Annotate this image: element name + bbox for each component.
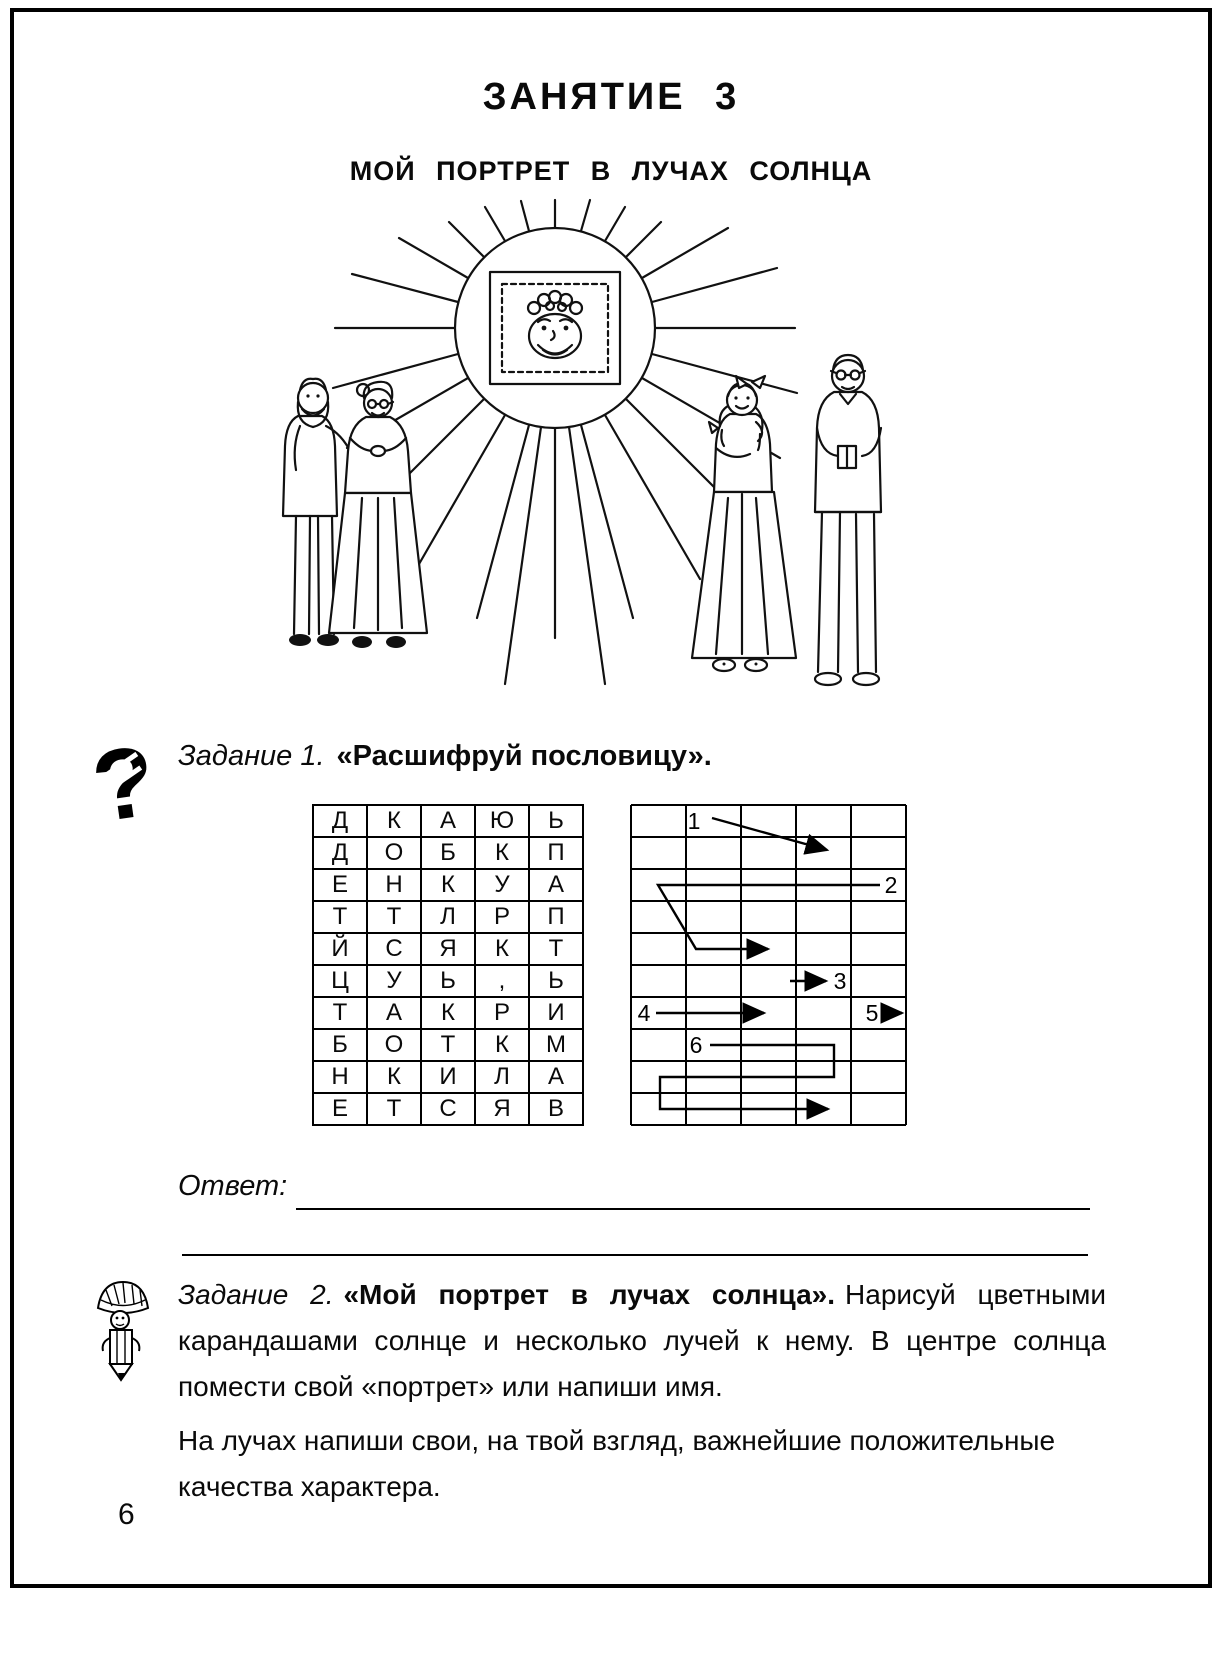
letter-cell: , xyxy=(475,965,529,997)
path-number-3: 3 xyxy=(833,968,847,994)
task1-label: Задание 1. xyxy=(178,740,325,772)
letter-cell: О xyxy=(367,837,421,869)
letter-grid-body xyxy=(313,805,583,1125)
letter-cell: П xyxy=(529,901,583,933)
illustration-svg xyxy=(250,198,950,720)
letter-cell: Т xyxy=(367,1093,421,1125)
letter-cell: Ь xyxy=(529,805,583,837)
letter-cell: Ь xyxy=(529,965,583,997)
letter-cell: С xyxy=(421,1093,475,1125)
letter-cell: Ю xyxy=(475,805,529,837)
letter-cell: Р xyxy=(475,901,529,933)
letter-cell: Я xyxy=(475,1093,529,1125)
letter-cell: И xyxy=(421,1061,475,1093)
grandmother-figure xyxy=(329,382,427,648)
letter-cell: Ь xyxy=(421,965,475,997)
letter-cell: К xyxy=(421,869,475,901)
path-grid xyxy=(630,804,907,1126)
letter-cell: К xyxy=(421,997,475,1029)
path-number-5: 5 xyxy=(865,1000,879,1026)
letter-cell: А xyxy=(367,997,421,1029)
man-figure xyxy=(815,355,881,685)
sun-portrait-illustration xyxy=(250,198,950,720)
letter-cell: Д xyxy=(313,805,367,837)
letter-cell: Е xyxy=(313,869,367,901)
letter-cell: И xyxy=(529,997,583,1029)
letter-grid-row xyxy=(313,997,583,1029)
girl-figure xyxy=(692,376,796,671)
task2-label: Задание 2. xyxy=(178,1279,334,1310)
task2-text: Нарисуй цветными карандашами солнце и несколько лучей к нему. В центре солнца помести свой «портрет» или напиши имя. xyxy=(178,1279,1106,1402)
letter-cell: Т xyxy=(313,901,367,933)
answer-blank-line-1[interactable] xyxy=(296,1208,1090,1210)
pencil-character-icon xyxy=(92,1276,154,1384)
letter-grid-row xyxy=(313,965,583,997)
task2-title: «Мой портрет в лучах солнца». xyxy=(343,1279,836,1310)
letter-grid-row xyxy=(313,1093,583,1125)
path-number-6: 6 xyxy=(689,1032,703,1058)
letter-grid-row xyxy=(313,933,583,965)
letter-cell: Й xyxy=(313,933,367,965)
letter-cell: Ц xyxy=(313,965,367,997)
letter-cell: У xyxy=(475,869,529,901)
page-subtitle: МОЙ ПОРТРЕТ В ЛУЧАХ СОЛНЦА xyxy=(349,156,873,186)
question-mark-icon xyxy=(88,740,162,844)
letter-cell: Е xyxy=(313,1093,367,1125)
letter-cell: Д xyxy=(313,837,367,869)
letter-cell: А xyxy=(529,869,583,901)
letter-cell: М xyxy=(529,1029,583,1061)
letter-cell: Н xyxy=(313,1061,367,1093)
letter-cell: Т xyxy=(313,997,367,1029)
path-number-1: 1 xyxy=(687,808,701,834)
letter-grid-row xyxy=(313,805,583,837)
letter-cell: Л xyxy=(475,1061,529,1093)
page-number: 6 xyxy=(118,1498,135,1531)
letter-cell: К xyxy=(475,837,529,869)
path-number-2: 2 xyxy=(884,872,898,898)
letter-cell: Т xyxy=(421,1029,475,1061)
letter-cell: К xyxy=(475,1029,529,1061)
letter-cell: Т xyxy=(529,933,583,965)
letter-grid xyxy=(312,804,584,1126)
task2-paragraph xyxy=(178,1272,1106,1410)
letter-cell: П xyxy=(529,837,583,869)
page-title: ЗАНЯТИЕ 3 xyxy=(482,76,740,118)
task1-heading xyxy=(178,740,712,773)
letter-grid-row xyxy=(313,869,583,901)
portrait-frame xyxy=(490,272,620,384)
task1-title: «Расшифруй пословицу». xyxy=(336,740,712,772)
letter-grid-row xyxy=(313,901,583,933)
letter-cell: Я xyxy=(421,933,475,965)
letter-cell: А xyxy=(421,805,475,837)
path-route-arrows xyxy=(656,818,902,1109)
letter-cell: Л xyxy=(421,901,475,933)
letter-cell: О xyxy=(367,1029,421,1061)
svg-text:?: ? xyxy=(88,740,162,844)
letter-cell: Б xyxy=(313,1029,367,1061)
letter-cell: С xyxy=(367,933,421,965)
letter-cell: Н xyxy=(367,869,421,901)
letter-cell: В xyxy=(529,1093,583,1125)
letter-grid-row xyxy=(313,1029,583,1061)
letter-cell: Б xyxy=(421,837,475,869)
letter-cell: К xyxy=(475,933,529,965)
letter-cell: Р xyxy=(475,997,529,1029)
answer-blank-line-2[interactable] xyxy=(182,1254,1088,1256)
letter-cell: А xyxy=(529,1061,583,1093)
task2-note: На лучах напиши свои, на твой взгляд, важнейшие положительные качества характера. xyxy=(178,1425,1056,1502)
letter-grid-row xyxy=(313,837,583,869)
letter-cell: К xyxy=(367,805,421,837)
letter-cell: Т xyxy=(367,901,421,933)
letter-cell: К xyxy=(367,1061,421,1093)
letter-grid-row xyxy=(313,1061,583,1093)
answer-label: Ответ: xyxy=(178,1170,288,1202)
path-number-4: 4 xyxy=(637,1000,651,1026)
letter-cell: У xyxy=(367,965,421,997)
